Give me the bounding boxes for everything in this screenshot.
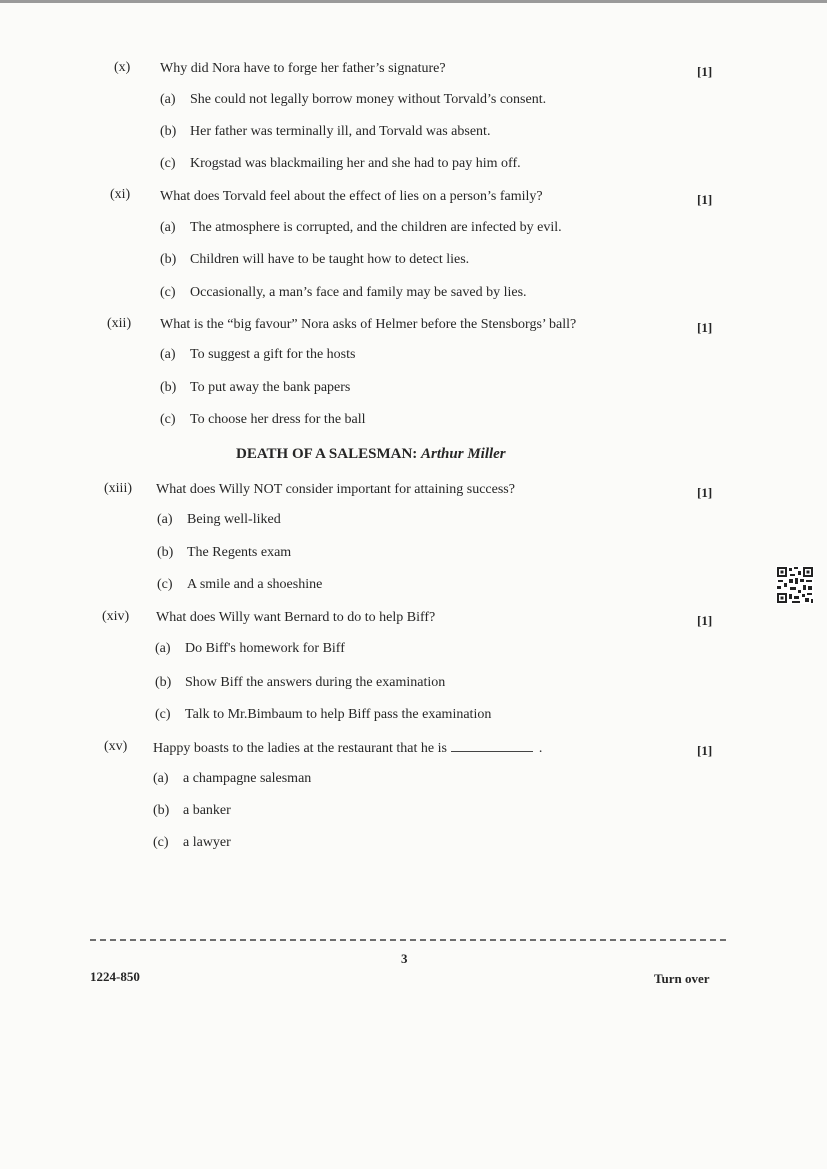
question-text: What does Willy want Bernard to do to help Biff? xyxy=(156,610,436,625)
turn-over-label: Turn over xyxy=(654,971,710,986)
question-text: Why did Nora have to forge her father’s signature? xyxy=(160,61,446,76)
question-mark: [1] xyxy=(697,743,713,758)
option-a: (a) Do Biff's homework for Biff xyxy=(155,641,345,656)
question-mark: [1] xyxy=(697,64,713,79)
option-c: (c) Krogstad was blackmailing her and she had to pay him off. xyxy=(160,156,521,171)
option-a: (a) a champagne salesman xyxy=(153,771,312,786)
footer-divider xyxy=(90,939,726,941)
question-number: (xiii) xyxy=(104,481,132,496)
option-b: (b) Show Biff the answers during the examination xyxy=(155,675,446,690)
option-a: (a) Being well-liked xyxy=(157,512,281,527)
option-b: (b) The Regents exam xyxy=(157,545,292,560)
option-c: (c) A smile and a shoeshine xyxy=(157,577,323,592)
option-b: (b) Children will have to be taught how to detect lies. xyxy=(160,252,470,267)
question-text: What does Torvald feel about the effect of lies on a person’s family? xyxy=(160,189,543,204)
question-number: (xi) xyxy=(110,187,131,202)
option-c: (c) a lawyer xyxy=(153,835,231,850)
option-a: (a) The atmosphere is corrupted, and the children are infected by evil. xyxy=(160,220,562,235)
question-text: What is the “big favour” Nora asks of Helmer before the Stensborgs’ ball? xyxy=(160,317,577,332)
question-number: (x) xyxy=(114,60,131,75)
section-author: Arthur Miller xyxy=(421,446,506,462)
question-mark: [1] xyxy=(697,320,713,335)
section-title: DEATH OF A SALESMAN: xyxy=(236,446,418,462)
option-c: (c) Occasionally, a man’s face and family may be saved by lies. xyxy=(160,285,527,300)
option-c: (c) Talk to Mr.Bimbaum to help Biff pass the examination xyxy=(155,707,492,722)
question-mark: [1] xyxy=(697,192,713,207)
section-heading xyxy=(236,446,506,463)
option-a: (a) To suggest a gift for the hosts xyxy=(160,347,356,362)
question-text: What does Willy NOT consider important for attaining success? xyxy=(156,482,515,497)
qr-code-icon xyxy=(776,566,814,604)
answer-blank xyxy=(451,740,533,752)
top-border xyxy=(0,0,827,3)
page-number: 3 xyxy=(401,951,408,966)
option-b: (b) Her father was terminally ill, and Torvald was absent. xyxy=(160,124,491,139)
question-number: (xii) xyxy=(107,316,132,331)
question-number: (xiv) xyxy=(102,609,130,624)
option-c: (c) To choose her dress for the ball xyxy=(160,412,366,427)
question-mark: [1] xyxy=(697,485,713,500)
question-text: Happy boasts to the ladies at the restaurant that he is . xyxy=(153,741,543,756)
option-a: (a) She could not legally borrow money without Torvald’s consent. xyxy=(160,92,547,107)
option-b: (b) a banker xyxy=(153,803,231,818)
question-mark: [1] xyxy=(697,613,713,628)
paper-code: 1224-850 xyxy=(90,969,140,984)
question-number: (xv) xyxy=(104,739,128,754)
option-b: (b) To put away the bank papers xyxy=(160,380,351,395)
